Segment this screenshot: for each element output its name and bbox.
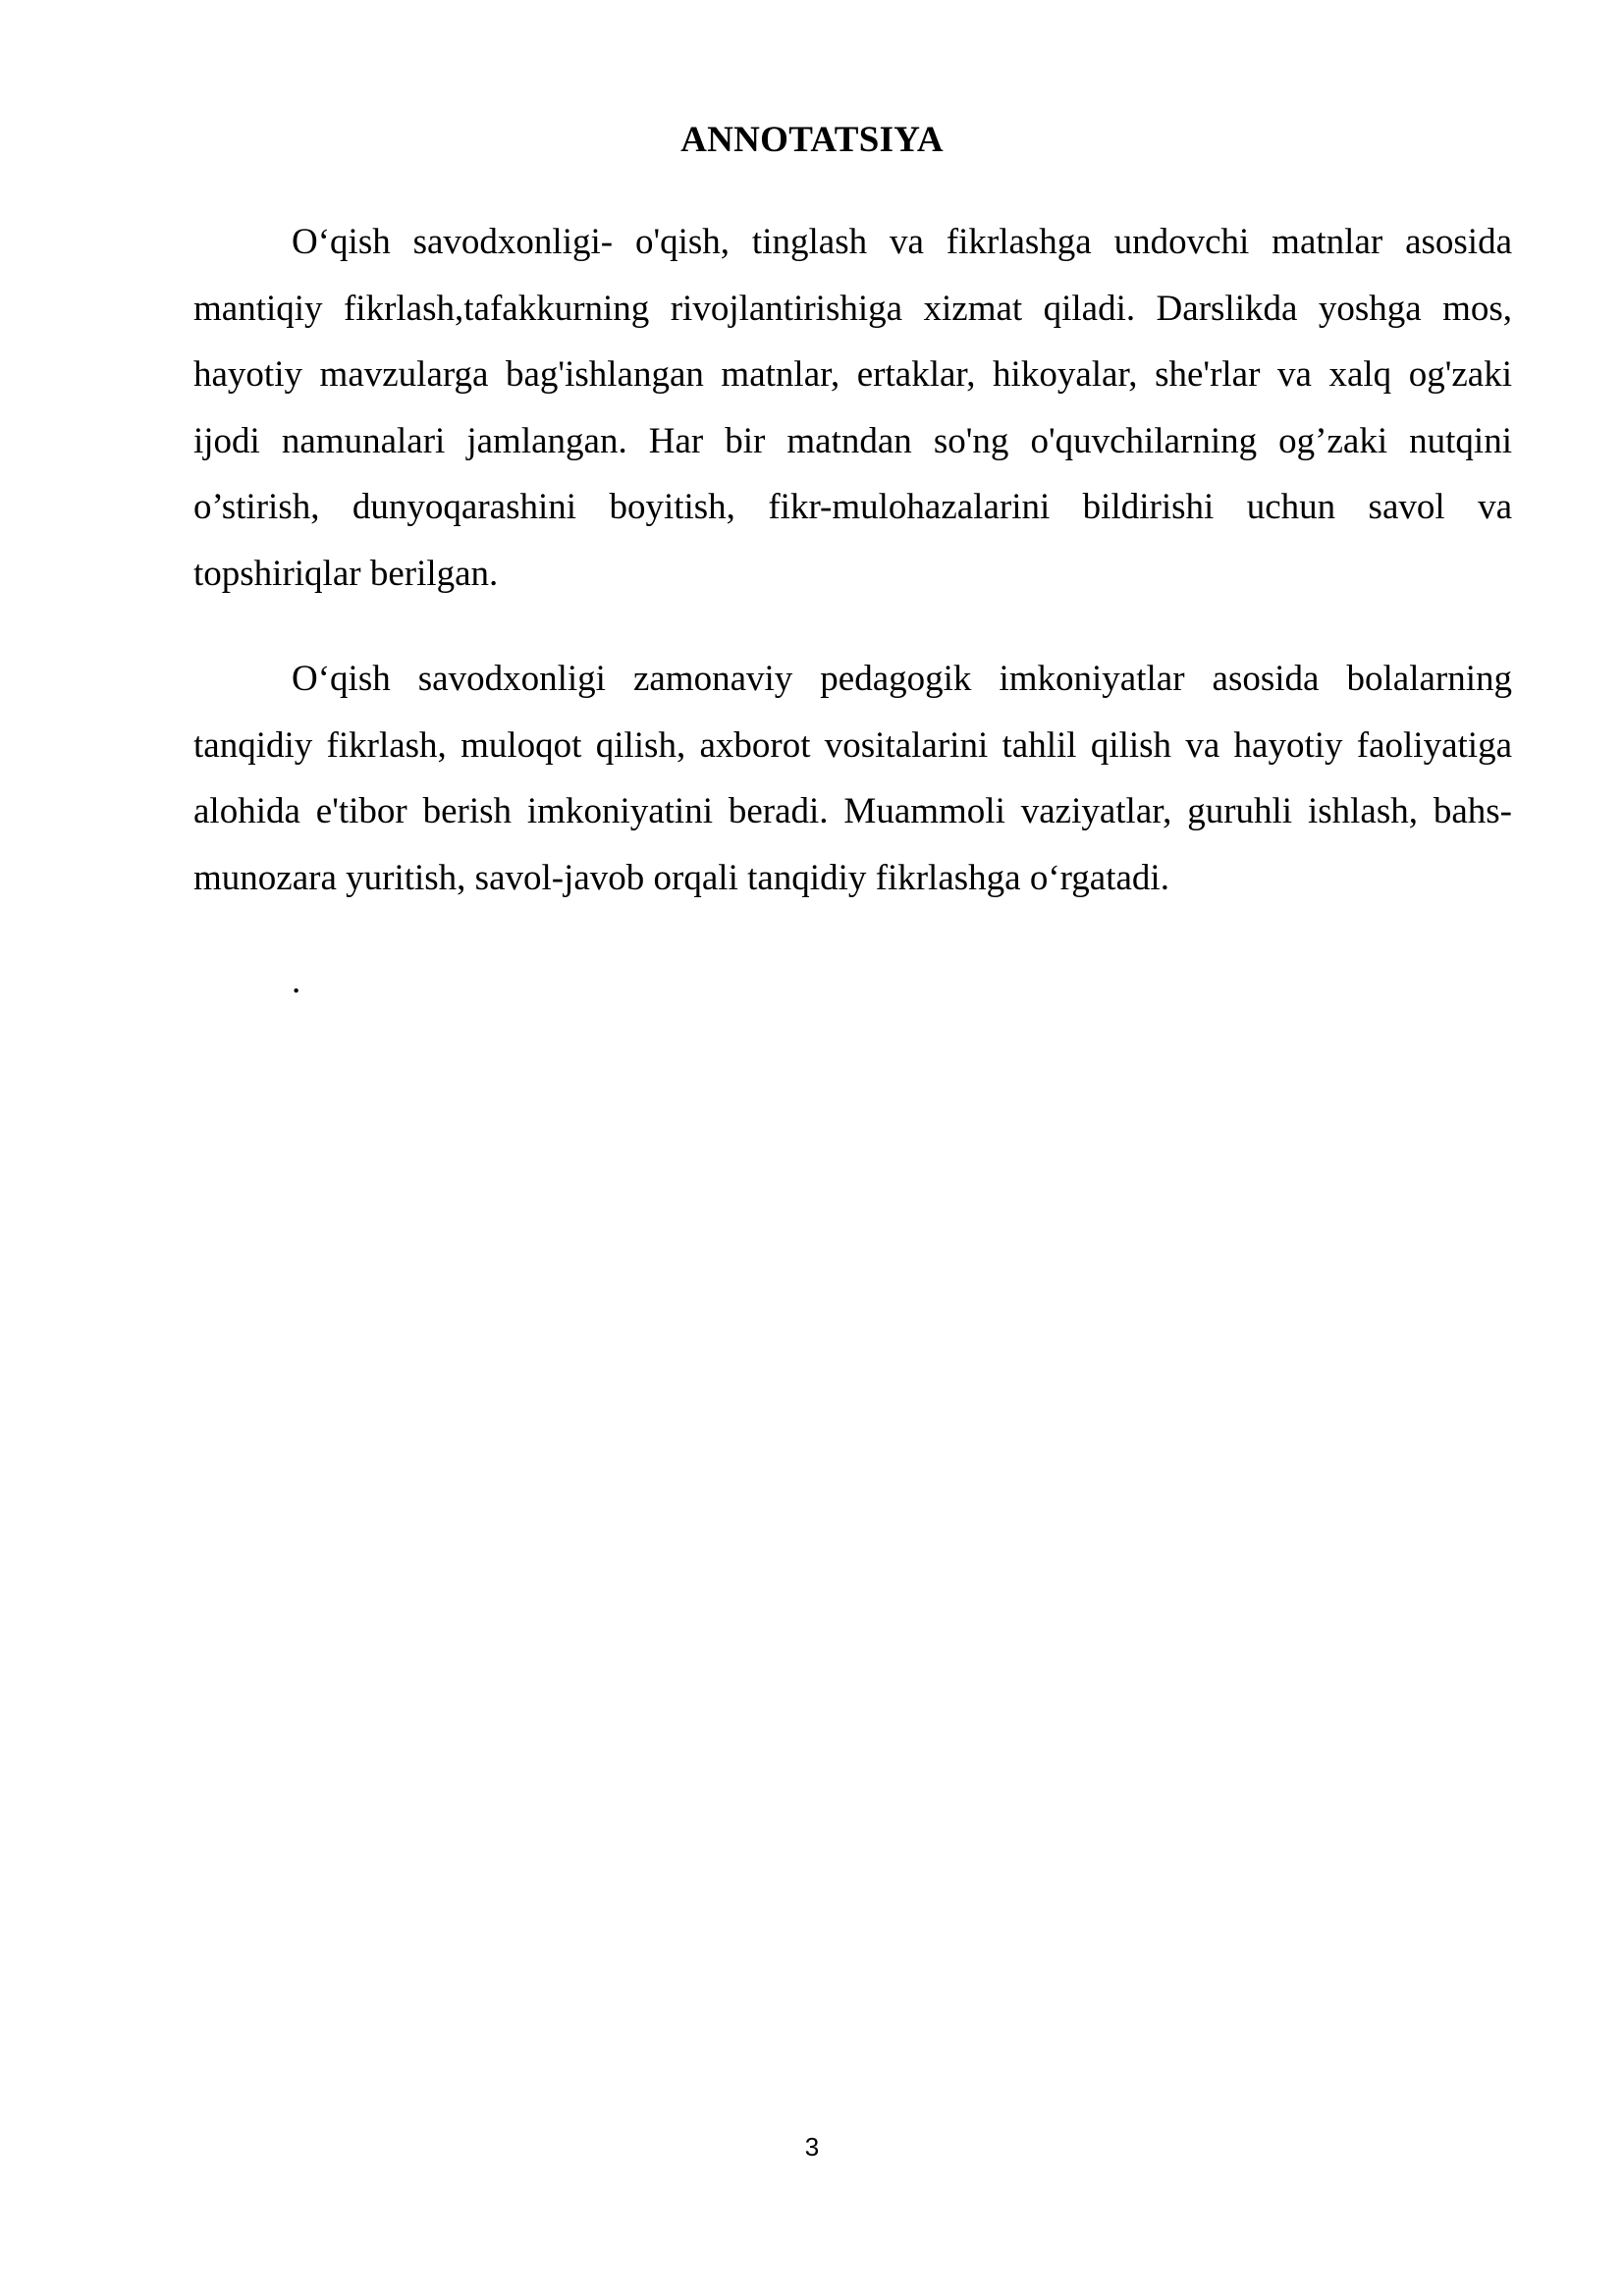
trailing-dot: . — [292, 961, 301, 1001]
annotation-paragraph-2 — [193, 646, 1512, 911]
page-title: ANNOTATSIYA — [680, 120, 944, 160]
paragraph-text: O‘qish savodxonligi- o'qish, tinglash va fikrlashga undovchi matnlar asosida mantiqiy fikrlash,tafakkurning rivojlantirishiga xizmat qiladi. Darslikda yoshga mos, hayotiy mavzularga bag'ishlangan matnlar, ertaklar, hikoyalar, she'rlar va xalq og'zaki ijodi namunalari jamlangan. Har bir matndan so'ng o'quvchilarning og’zaki nutqini o’stirish, dunyoqarashini boyitish, fikr-mulohazalarini bildirishi uchun savol va topshiriqlar berilgan. — [193, 222, 1512, 594]
annotation-paragraph-1 — [193, 209, 1512, 607]
paragraph-text: O‘qish savodxonligi zamonaviy pedagogik imkoniyatlar asosida bolalarning tanqidiy fikrlash, muloqot qilish, axborot vositalarini tahlil qilish va hayotiy faoliyatiga alohida e'tibor berish imkoniyatini beradi. Muammoli vaziyatlar, guruhli ishlash, bahs-munozara yuritish, savol-javob orqali tanqidiy fikrlashga o‘rgatadi. — [193, 659, 1512, 898]
page-number: 3 — [804, 2132, 820, 2162]
